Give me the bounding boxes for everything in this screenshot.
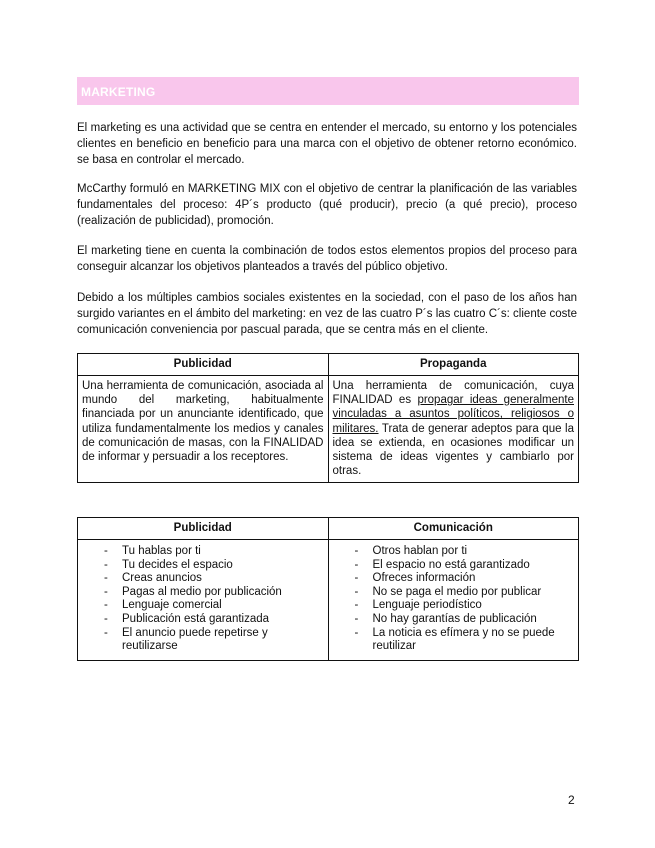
paragraph-four-cs: Debido a los múltiples cambios sociales existentes en la sociedad, con el paso de los años han surgido variantes en el ámbito del marketing: en vez de las cuatro P´s las cuatro C´s: cliente coste comunicación conveniencia por pascual parada, que se centra más en el cliente. <box>77 292 577 336</box>
paragraph-marketing-mix: McCarthy formuló en MARKETING MIX con el objetivo de centrar la planificación de las variables fundamentales del proceso: 4P´s producto (qué producir), precio (a qué precio), proceso (realización de publicidad), promoción. <box>77 183 577 227</box>
propaganda-underlined-text: propagar ideas generalmente vinculadas a asuntos políticos, religiosos o militares. <box>332 394 574 435</box>
table2-cell-publicidad <box>78 540 329 661</box>
table1-cell-publicidad: Una herramienta de comunicación, asociada al mundo del marketing, habitualmente financiada por un anunciante identificado, que utiliza fundamentalmente los medios y canales de comunicación de masas, con la FINALIDAD de informar y persuadir a los receptores. <box>78 376 329 483</box>
list-item: - Tu hablas por ti <box>82 545 324 559</box>
publicidad-comunicacion-table <box>77 517 579 661</box>
paragraph-intro: El marketing es una actividad que se centra en entender el mercado, su entorno y los potenciales clientes en beneficio en beneficio para una marca con el objetivo de obtener retorno económico. se basa en controlar el mercado. <box>77 122 577 166</box>
list-item: - No hay garantías de publicación <box>333 613 575 627</box>
list-item: - El anuncio puede repetirse y reutilizarse <box>82 627 324 654</box>
list-item: - Tu decides el espacio <box>82 559 324 573</box>
list-item: - Creas anuncios <box>82 572 324 586</box>
list-item: - La noticia es efímera y no se puede reutilizar <box>333 627 575 654</box>
propaganda-text-start: Una herramienta de comunicación, cuya FINALIDAD es <box>332 380 574 407</box>
table1-header-propaganda: Propaganda <box>328 354 579 376</box>
table2-header-publicidad: Publicidad <box>78 518 329 540</box>
table2-cell-comunicacion <box>328 540 579 661</box>
list-item: - No se paga el medio por publicar <box>333 586 575 600</box>
list-item: - El espacio no está garantizado <box>333 559 575 573</box>
table2-header-comunicacion: Comunicación <box>328 518 579 540</box>
comunicacion-list <box>333 545 575 654</box>
publicidad-propaganda-table <box>77 353 579 483</box>
section-header <box>77 77 579 105</box>
table1-cell-propaganda <box>328 376 579 483</box>
list-item: - Pagas al medio por publicación <box>82 586 324 600</box>
list-item: - Publicación está garantizada <box>82 613 324 627</box>
table1-header-publicidad: Publicidad <box>78 354 329 376</box>
section-title: MARKETING <box>81 85 156 99</box>
list-item: - Otros hablan por ti <box>333 545 575 559</box>
list-item: - Lenguaje periodístico <box>333 599 575 613</box>
propaganda-text-end: Trata de generar adeptos para que la idea se extienda, en ocasiones modificar un sistema de ideas vigentes y cambiarlo por otras. <box>332 422 574 478</box>
publicidad-list <box>82 545 324 654</box>
paragraph-combination: El marketing tiene en cuenta la combinación de todos estos elementos propios del proceso para conseguir alcanzar los objetivos planteados a través del público objetivo. <box>77 245 577 273</box>
list-item: - Lenguaje comercial <box>82 599 324 613</box>
page-number: 2 <box>568 793 575 807</box>
list-item: - Ofreces información <box>333 572 575 586</box>
